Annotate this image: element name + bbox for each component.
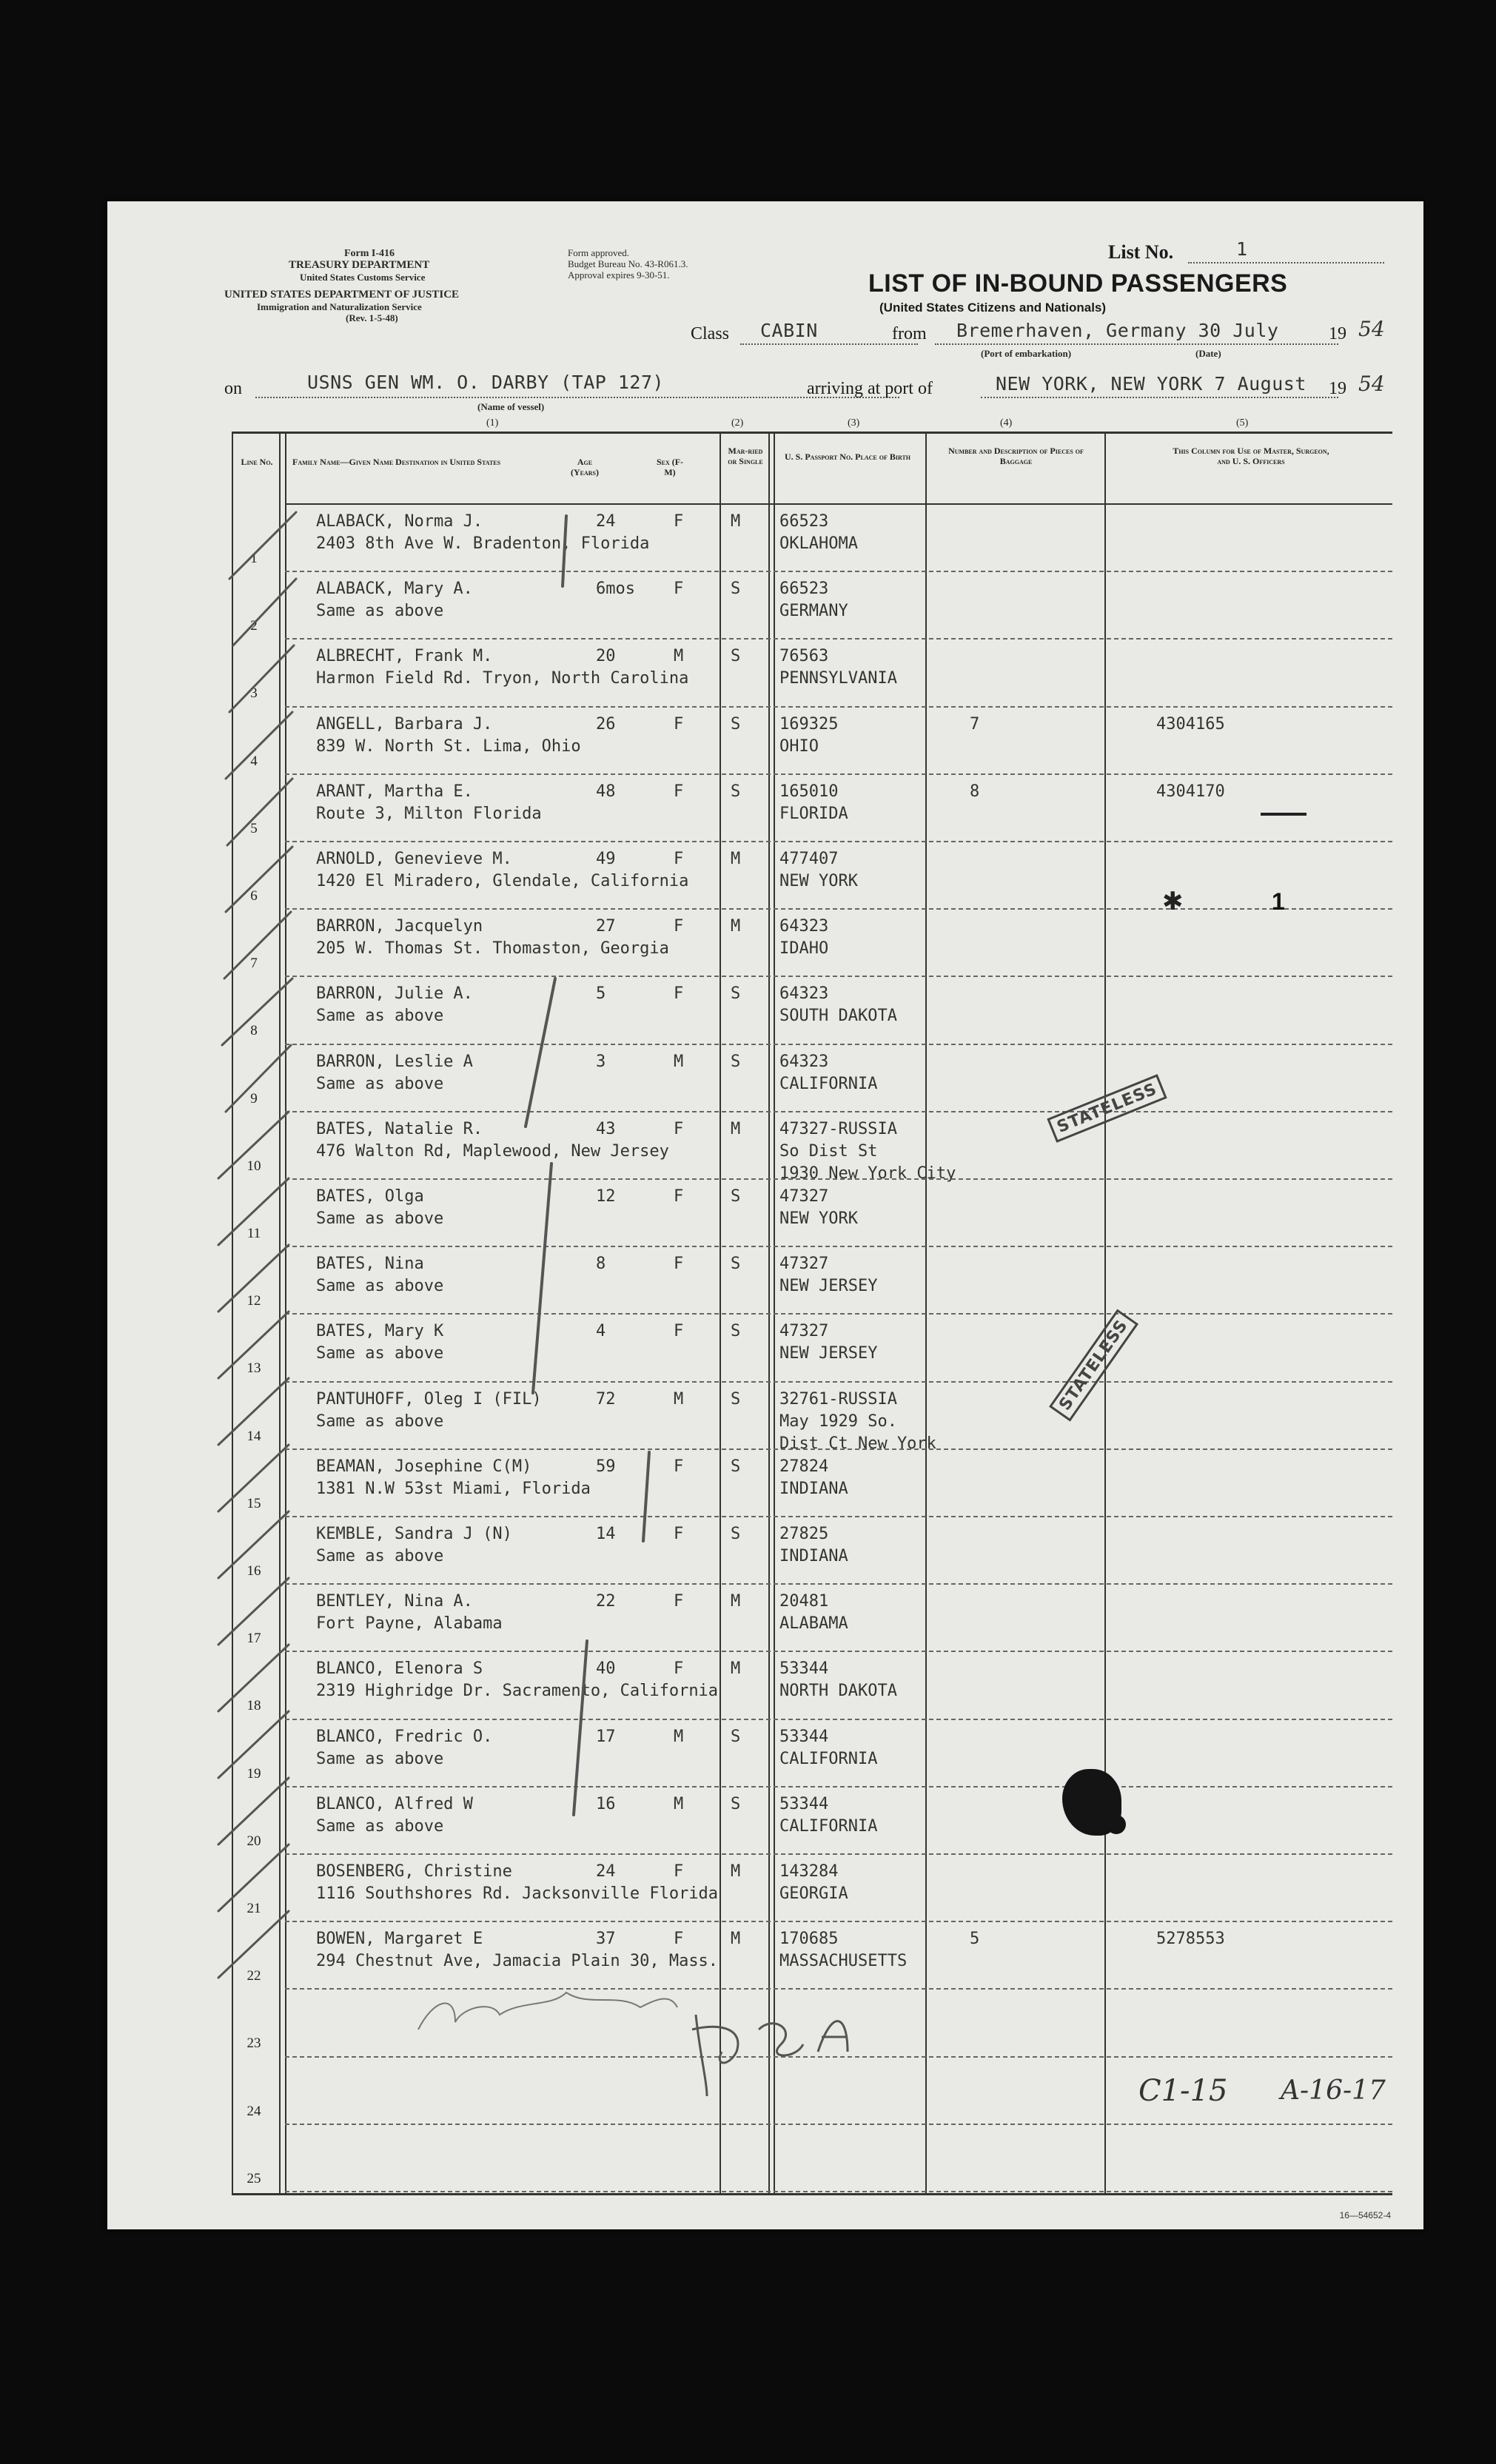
arriving-label: arriving at port of <box>807 379 933 398</box>
from-year: 54 <box>1358 317 1385 341</box>
passenger-name: KEMBLE, Sandra J (N) <box>316 1525 512 1543</box>
passport-no: 76563 <box>779 647 829 666</box>
stateless-stamp: STATELESS <box>1049 1309 1138 1421</box>
line-number: 19 <box>246 1765 261 1782</box>
passenger-name: BARRON, Leslie A <box>316 1052 473 1071</box>
sex: F <box>674 782 684 801</box>
sex: M <box>674 1727 684 1746</box>
age: 37 <box>596 1930 616 1949</box>
place-of-birth: NORTH DAKOTA <box>779 1682 897 1701</box>
passenger-name: ANGELL, Barbara J. <box>316 714 493 734</box>
passport-no: 64323 <box>779 984 829 1004</box>
header-baggage: Number and Description of Pieces of Baggage <box>948 446 1084 466</box>
col-num-5: (5) <box>1236 417 1249 429</box>
sex: M <box>674 647 684 666</box>
line-number: 9 <box>250 1090 258 1107</box>
sex: M <box>674 1052 684 1071</box>
col-num-2: (2) <box>731 417 744 429</box>
destination: Same as above <box>316 602 444 621</box>
line-number: 11 <box>246 1226 261 1241</box>
marital-status: S <box>731 1525 741 1543</box>
from-year-prefix: 19 <box>1329 324 1346 343</box>
age: 48 <box>596 782 616 801</box>
sex: F <box>674 512 684 531</box>
line-number: 21 <box>246 1901 261 1916</box>
marital-status: M <box>731 1592 741 1611</box>
passenger-name: ALABACK, Mary A. <box>316 580 473 599</box>
header-passport: U. S. Passport No. Place of Birth <box>785 451 911 462</box>
place-of-birth: SOUTH DAKOTA <box>779 1007 897 1026</box>
officer-number: 4304165 <box>1156 714 1225 734</box>
marital-status: S <box>731 1389 741 1409</box>
place-of-birth: NEW JERSEY <box>779 1277 878 1296</box>
line-number: 22 <box>246 1968 261 1984</box>
destination: Same as above <box>316 1007 444 1026</box>
marital-status: S <box>731 782 741 801</box>
passport-no: 47327-RUSSIA <box>779 1119 897 1138</box>
header-married: Mar-ried or Single <box>728 446 763 466</box>
age: 27 <box>596 917 616 936</box>
place-of-birth: PENNSYLVANIA <box>779 669 897 688</box>
line-number: 7 <box>250 956 258 972</box>
destination: Same as above <box>316 1816 444 1836</box>
age: 24 <box>596 512 616 531</box>
from-value: Bremerhaven, Germany 30 July <box>956 320 1279 341</box>
destination: 205 W. Thomas St. Thomaston, Georgia <box>316 939 669 959</box>
line-number: 4 <box>250 753 258 769</box>
age: 43 <box>596 1119 616 1138</box>
place-of-birth: ALABAMA <box>779 1614 848 1634</box>
age: 14 <box>596 1525 616 1543</box>
passenger-name: BOSENBERG, Christine <box>316 1862 512 1881</box>
age: 72 <box>596 1389 616 1409</box>
age: 24 <box>596 1862 616 1881</box>
line-number: 6 <box>250 888 258 904</box>
header-name: Family Name—Given Name Destination in United States <box>292 457 501 467</box>
approval-1: Form approved. <box>568 247 630 258</box>
age: 49 <box>596 850 616 868</box>
destination: Same as above <box>316 1547 444 1565</box>
manifest-sheet <box>107 201 1423 2229</box>
place-of-birth: GERMANY <box>779 602 848 621</box>
age: 20 <box>596 647 616 666</box>
passenger-name: BLANCO, Elenora S <box>316 1659 483 1679</box>
passport-no: 47327 <box>779 1255 829 1274</box>
vessel-caption: (Name of vessel) <box>477 401 545 412</box>
age: 16 <box>596 1794 616 1813</box>
passport-no: 27824 <box>779 1457 829 1476</box>
header-sex: Sex (F-M) <box>656 457 684 477</box>
place-of-birth: INDIANA <box>779 1547 848 1565</box>
passport-no: 66523 <box>779 512 829 531</box>
sex: F <box>674 917 684 936</box>
passport-no: 53344 <box>779 1659 829 1679</box>
bottom-note-1: C1-15 <box>1138 2074 1228 2108</box>
marital-status: M <box>731 1659 741 1679</box>
form-number: Form I-416 <box>344 248 395 259</box>
vessel-name: USNS GEN WM. O. DARBY (TAP 127) <box>307 372 665 393</box>
arrival-year-prefix: 19 <box>1329 379 1346 398</box>
marital-status: M <box>731 1119 741 1138</box>
sex: F <box>674 1255 684 1274</box>
place-of-birth: CALIFORNIA <box>779 1074 878 1093</box>
destination: 1116 Southshores Rd. Jacksonville Florida <box>316 1884 719 1903</box>
age: 59 <box>596 1457 616 1476</box>
passport-no: 64323 <box>779 1052 829 1071</box>
destination: Fort Payne, Alabama <box>316 1614 503 1634</box>
marital-status: S <box>731 1457 741 1476</box>
passenger-name: BATES, Natalie R. <box>316 1119 483 1138</box>
line-number: 3 <box>250 685 258 702</box>
arrival-value: NEW YORK, NEW YORK 7 August <box>996 373 1307 395</box>
row6-mark: 1 <box>1272 888 1285 915</box>
justice-dept: UNITED STATES DEPARTMENT OF JUSTICE <box>224 289 460 301</box>
line-number: 17 <box>246 1631 261 1647</box>
passenger-name: ARANT, Martha E. <box>316 782 473 801</box>
marital-status: M <box>731 512 741 531</box>
place-of-birth: May 1929 So. <box>779 1411 897 1431</box>
marital-status: S <box>731 1052 741 1071</box>
passenger-name: BOWEN, Margaret E <box>316 1930 483 1949</box>
passport-no: 170685 <box>779 1930 839 1949</box>
approval-3: Approval expires 9-30-51. <box>568 269 670 281</box>
place-of-birth: OKLAHOMA <box>779 534 858 553</box>
sex: F <box>674 984 684 1004</box>
marital-status: M <box>731 1862 741 1881</box>
sex: F <box>674 850 684 868</box>
line-number: 25 <box>246 2170 261 2186</box>
sex: F <box>674 1592 684 1611</box>
marital-status: S <box>731 1187 741 1206</box>
place-of-birth: So Dist St <box>779 1141 878 1161</box>
on-label: on <box>224 379 242 398</box>
age: 6mos <box>596 580 635 599</box>
baggage-count: 8 <box>970 782 980 801</box>
passport-no: 66523 <box>779 580 829 599</box>
destination: 1420 El Miradero, Glendale, California <box>316 872 689 890</box>
officer-number: 4304170 <box>1156 782 1225 801</box>
destination: Same as above <box>316 1277 444 1296</box>
sex: F <box>674 1659 684 1679</box>
passport-no: 47327 <box>779 1187 829 1206</box>
line-number: 18 <box>246 1698 261 1714</box>
marital-status: M <box>731 1930 741 1949</box>
marital-status: M <box>731 917 741 936</box>
sex: F <box>674 1187 684 1206</box>
marital-status: M <box>731 850 741 868</box>
passport-no: 477407 <box>779 850 839 868</box>
destination: Route 3, Milton Florida <box>316 804 542 823</box>
form-title: LIST OF IN-BOUND PASSENGERS <box>868 269 1288 298</box>
age: 5 <box>596 984 606 1004</box>
passenger-name: PANTUHOFF, Oleg I (FIL) <box>316 1389 542 1409</box>
place-of-birth-2: 1930 New York City <box>779 1164 956 1183</box>
destination: Same as above <box>316 1074 444 1093</box>
place-of-birth: NEW YORK <box>779 1209 858 1228</box>
line-number: 8 <box>250 1023 258 1039</box>
destination: 2403 8th Ave W. Bradenton, Florida <box>316 534 650 553</box>
passenger-name: ALABACK, Norma J. <box>316 512 483 531</box>
sex: F <box>674 1862 684 1881</box>
passenger-name: BENTLEY, Nina A. <box>316 1592 473 1611</box>
bottom-note-2: A-16-17 <box>1281 2075 1386 2106</box>
place-of-birth: NEW YORK <box>779 872 858 890</box>
sex: M <box>674 1389 684 1409</box>
passenger-name: BLANCO, Fredric O. <box>316 1727 493 1746</box>
age: 22 <box>596 1592 616 1611</box>
passport-no: 32761-RUSSIA <box>779 1389 897 1409</box>
line-number: 14 <box>246 1428 261 1444</box>
place-of-birth: INDIANA <box>779 1479 848 1498</box>
line-number: 24 <box>246 2103 261 2119</box>
destination: Same as above <box>316 1749 444 1768</box>
passenger-name: BLANCO, Alfred W <box>316 1794 473 1813</box>
destination: 839 W. North St. Lima, Ohio <box>316 736 581 756</box>
sex: M <box>674 1794 684 1813</box>
baggage-count: 5 <box>970 1930 980 1949</box>
treasury-dept: TREASURY DEPARTMENT <box>289 259 430 271</box>
place-of-birth: GEORGIA <box>779 1884 848 1903</box>
passport-no: 169325 <box>779 714 839 734</box>
list-no-value: 1 <box>1236 238 1248 260</box>
sex: F <box>674 1119 684 1138</box>
col-num-4: (4) <box>1000 417 1013 429</box>
place-of-birth: CALIFORNIA <box>779 1816 878 1836</box>
destination: 1381 N.W 53st Miami, Florida <box>316 1479 591 1498</box>
port-embark-caption: (Port of embarkation) <box>981 348 1072 359</box>
officer-number: 5278553 <box>1156 1930 1225 1949</box>
col-num-1: (1) <box>486 417 499 429</box>
marital-status: S <box>731 647 741 666</box>
place-of-birth: IDAHO <box>779 939 829 959</box>
line-number: 1 <box>250 551 258 566</box>
passport-no: 64323 <box>779 917 829 936</box>
passport-no: 53344 <box>779 1794 829 1813</box>
place-of-birth: NEW JERSEY <box>779 1344 878 1363</box>
age: 26 <box>596 714 616 734</box>
marital-status: S <box>731 1255 741 1274</box>
stateless-stamp: STATELESS <box>1047 1074 1167 1143</box>
passport-no: 47327 <box>779 1322 829 1341</box>
age: 8 <box>596 1255 606 1274</box>
age: 4 <box>596 1322 606 1341</box>
form-subtitle: (United States Citizens and Nationals) <box>879 301 1107 315</box>
line-number: 10 <box>246 1158 261 1174</box>
destination: 2319 Highridge Dr. Sacramento, California <box>316 1682 719 1701</box>
passenger-name: BEAMAN, Josephine C(M) <box>316 1457 532 1476</box>
passenger-name: ALBRECHT, Frank M. <box>316 647 493 666</box>
ins-service: Immigration and Naturalization Service <box>257 301 422 312</box>
header-officers: This Column for Use of Master, Surgeon, and U. S. Officers <box>1173 446 1329 466</box>
baggage-count: 7 <box>970 714 980 734</box>
approval-2: Budget Bureau No. 43-R061.3. <box>568 258 688 269</box>
line-number: 5 <box>250 820 258 836</box>
destination: Harmon Field Rd. Tryon, North Carolina <box>316 669 689 688</box>
customs-service: United States Customs Service <box>300 272 426 283</box>
from-label: from <box>892 324 927 343</box>
sex: F <box>674 1322 684 1341</box>
line-number: 16 <box>246 1563 261 1579</box>
passport-no: 143284 <box>779 1862 839 1881</box>
check-mark: ✱ <box>1162 887 1184 916</box>
form-revision: (Rev. 1-5-48) <box>346 312 398 323</box>
marital-status: S <box>731 580 741 599</box>
header-age: Age (Years) <box>571 457 599 477</box>
place-of-birth: CALIFORNIA <box>779 1749 878 1768</box>
date-caption: (Date) <box>1195 348 1221 359</box>
marital-status: S <box>731 714 741 734</box>
place-of-birth: MASSACHUSETTS <box>779 1952 908 1971</box>
passport-no: 27825 <box>779 1525 829 1543</box>
passport-no: 53344 <box>779 1727 829 1746</box>
list-no-label: List No. <box>1108 241 1174 263</box>
marital-status: S <box>731 1322 741 1341</box>
header-line-no: Line No. <box>241 457 273 467</box>
destination: Same as above <box>316 1344 444 1363</box>
age: 12 <box>596 1187 616 1206</box>
passenger-name: ARNOLD, Genevieve M. <box>316 850 512 868</box>
age: 40 <box>596 1659 616 1679</box>
passenger-name: BARRON, Julie A. <box>316 984 473 1004</box>
sex: F <box>674 714 684 734</box>
place-of-birth-2: Dist Ct New York <box>779 1434 936 1453</box>
destination: Same as above <box>316 1209 444 1228</box>
line-number: 20 <box>246 1833 261 1849</box>
pencil-marks <box>107 201 1423 2229</box>
marital-status: S <box>731 984 741 1004</box>
line-number: 12 <box>246 1293 261 1309</box>
age: 3 <box>596 1052 606 1071</box>
passenger-name: BATES, Olga <box>316 1187 424 1206</box>
line-number: 23 <box>246 2035 261 2052</box>
footer-code: 16—54652-4 <box>1339 2210 1391 2220</box>
line-number: 13 <box>246 1360 261 1377</box>
sex: F <box>674 1457 684 1476</box>
sex: F <box>674 1930 684 1949</box>
passport-no: 165010 <box>779 782 839 801</box>
passenger-name: BATES, Nina <box>316 1255 424 1274</box>
sex: F <box>674 1525 684 1543</box>
class-value: CABIN <box>760 320 818 341</box>
passport-no: 20481 <box>779 1592 829 1611</box>
destination: Same as above <box>316 1411 444 1431</box>
age: 17 <box>596 1727 616 1746</box>
marital-status: S <box>731 1794 741 1813</box>
marital-status: S <box>731 1727 741 1746</box>
sex: F <box>674 580 684 599</box>
col-num-3: (3) <box>848 417 860 429</box>
line-number: 2 <box>250 618 258 634</box>
passenger-name: BATES, Mary K <box>316 1322 444 1341</box>
place-of-birth: FLORIDA <box>779 804 848 823</box>
line-number: 15 <box>246 1495 261 1511</box>
destination: 476 Walton Rd, Maplewood, New Jersey <box>316 1141 669 1161</box>
arrival-year: 54 <box>1358 372 1385 396</box>
class-label: Class <box>691 324 730 343</box>
passenger-name: BARRON, Jacquelyn <box>316 917 483 936</box>
destination: 294 Chestnut Ave, Jamacia Plain 30, Mass. <box>316 1952 719 1971</box>
place-of-birth: OHIO <box>779 736 819 756</box>
